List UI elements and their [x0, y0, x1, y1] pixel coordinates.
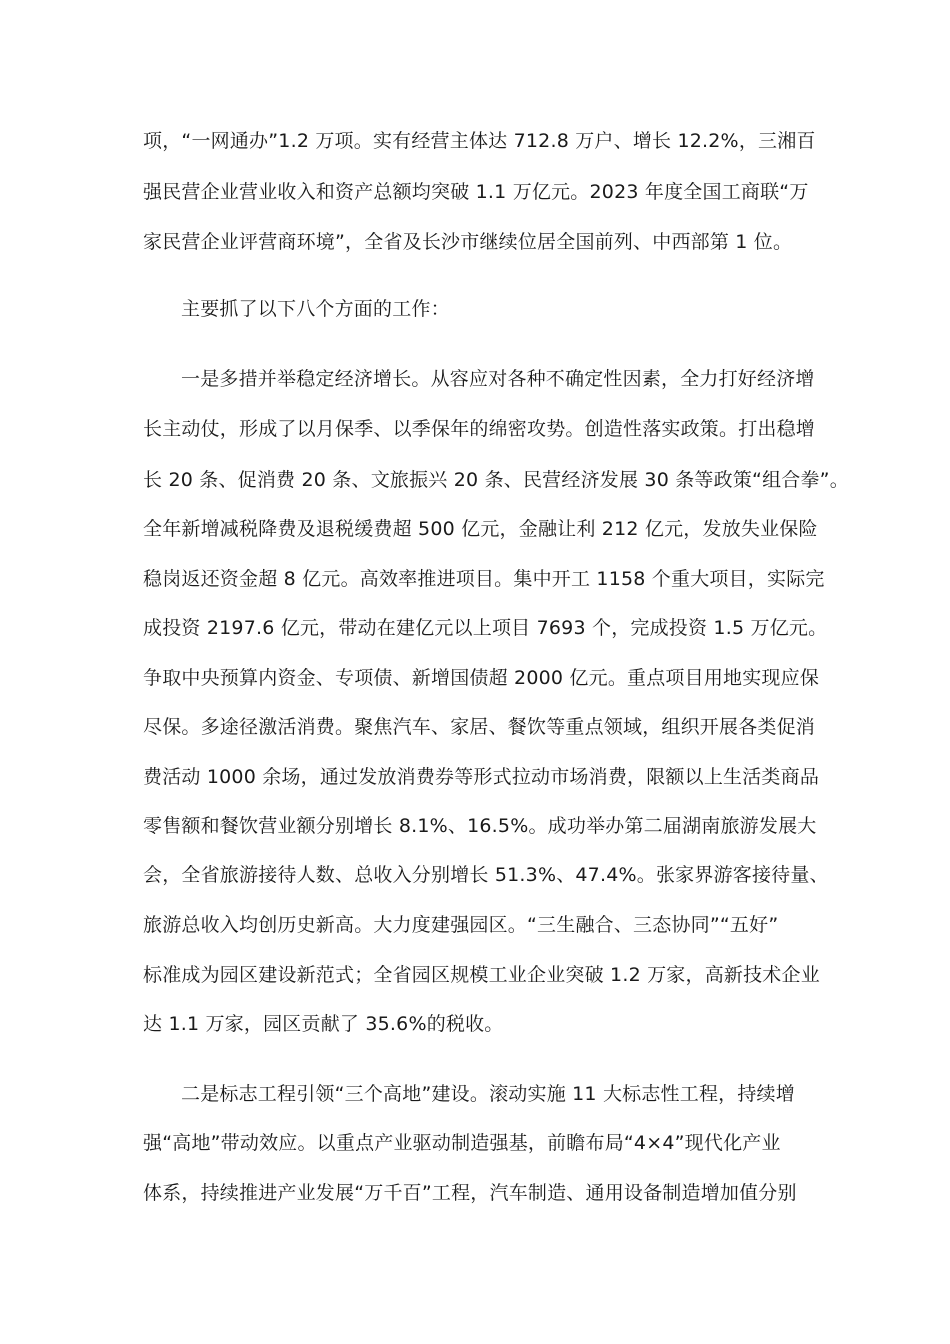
- paragraph-1-line-1: 项，“一网通办”1.2 万项。实有经营主体达 712.8 万户、增长 12.2%，三湘百: [143, 130, 816, 152]
- paragraph-3-line-12: 旅游总收入均创历史新高。大力度建强园区。“三生融合、三态协同”“五好”: [143, 914, 779, 936]
- paragraph-3-line-3: 长 20 条、促消费 20 条、文旅振兴 20 条、民营经济发展 30 条等政策“组合拳”。: [143, 469, 849, 491]
- paragraph-1-line-3: 家民营企业评营商环境”，全省及长沙市继续位居全国前列、中西部第 1 位。: [143, 231, 793, 253]
- paragraph-3-line-5: 稳岗返还资金超 8 亿元。高效率推进项目。集中开工 1158 个重大项目，实际完: [143, 568, 825, 590]
- paragraph-1-line-2: 强民营企业营业收入和资产总额均突破 1.1 万亿元。2023 年度全国工商联“万: [143, 181, 809, 203]
- paragraph-3-line-4: 全年新增减税降费及退税缓费超 500 亿元，金融让利 212 亿元，发放失业保险: [143, 518, 818, 540]
- paragraph-2-line-1: 主要抓了以下八个方面的工作：: [181, 298, 450, 320]
- paragraph-3-line-10: 零售额和餐饮营业额分别增长 8.1%、16.5%。成功举办第二届湖南旅游发展大: [143, 815, 817, 837]
- paragraph-3-line-7: 争取中央预算内资金、专项债、新增国债超 2000 亿元。重点项目用地实现应保: [143, 667, 820, 689]
- paragraph-4-line-3: 体系，持续推进产业发展“万千百”工程，汽车制造、通用设备制造增加值分别: [143, 1182, 797, 1204]
- paragraph-4-line-1: 二是标志工程引领“三个高地”建设。滚动实施 11 大标志性工程，持续增: [181, 1083, 795, 1105]
- paragraph-4-line-2: 强“高地”带动效应。以重点产业驱动制造强基，前瞻布局“4×4”现代化产业: [143, 1132, 781, 1154]
- paragraph-3-line-1: 一是多措并举稳定经济增长。从容应对各种不确定性因素，全力打好经济增: [181, 368, 815, 390]
- paragraph-3-line-13: 标准成为园区建设新范式；全省园区规模工业企业突破 1.2 万家，高新技术企业: [143, 964, 820, 986]
- paragraph-3-line-11: 会，全省旅游接待人数、总收入分别增长 51.3%、47.4%。张家界游客接待量、: [143, 864, 829, 886]
- paragraph-3-line-8: 尽保。多途径激活消费。聚焦汽车、家居、餐饮等重点领域，组织开展各类促消: [143, 716, 816, 738]
- paragraph-3-line-9: 费活动 1000 余场，通过发放消费券等形式拉动市场消费，限额以上生活类商品: [143, 766, 820, 788]
- paragraph-3-line-2: 长主动仗，形成了以月保季、以季保年的绵密攻势。创造性落实政策。打出稳增: [143, 418, 816, 440]
- paragraph-3-line-6: 成投资 2197.6 亿元，带动在建亿元以上项目 7693 个，完成投资 1.5 万亿元。: [143, 617, 828, 639]
- paragraph-3-line-14: 达 1.1 万家，园区贡献了 35.6%的税收。: [143, 1013, 504, 1035]
